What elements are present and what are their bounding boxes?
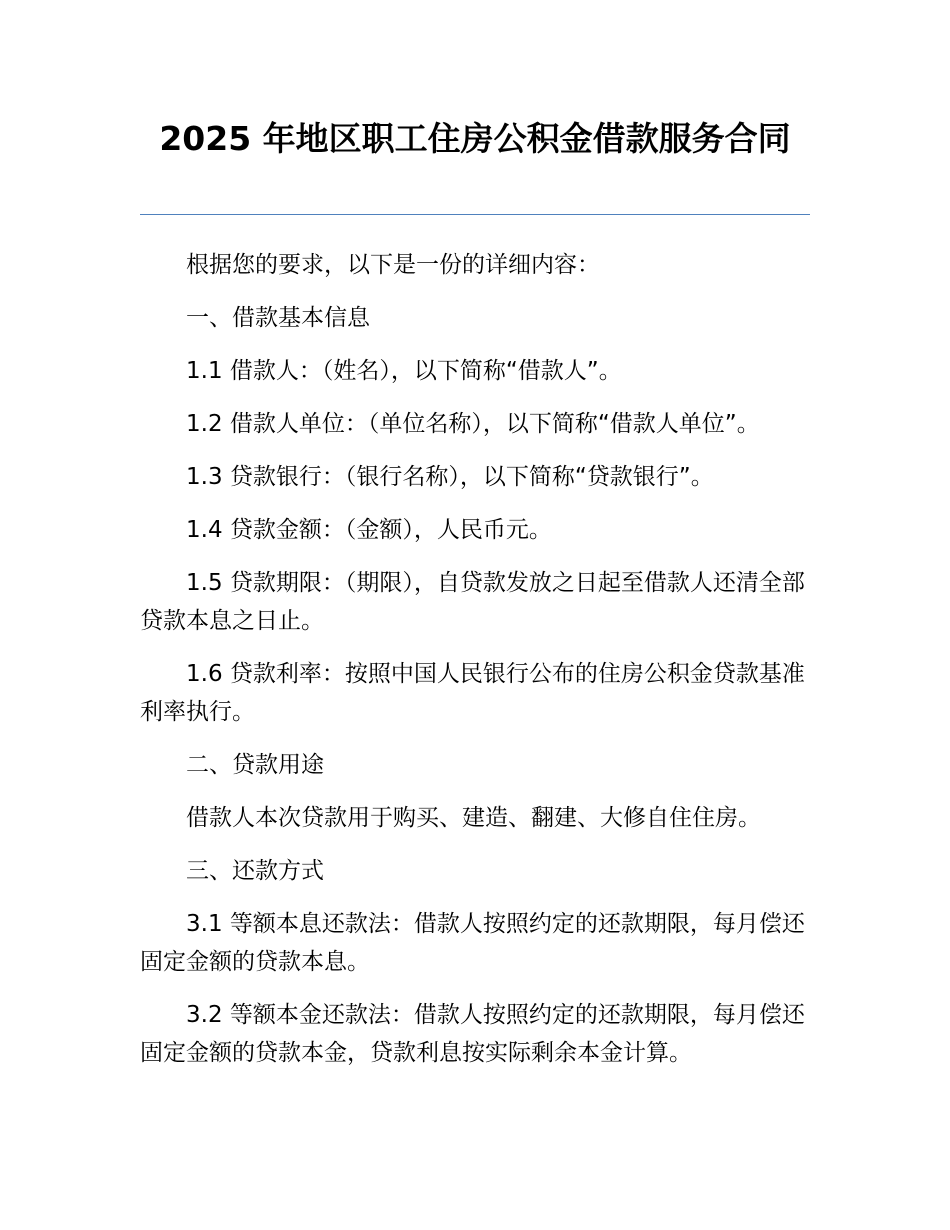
clause-3-2: 3.2 等额本金还款法：借款人按照约定的还款期限，每月偿还固定金额的贷款本金，贷款利息按实际剩余本金计算。: [140, 1002, 805, 1066]
clause-1-4: 1.4 贷款金额：（金额），人民币元。: [186, 517, 552, 543]
document-title: 2025 年地区职工住房公积金借款服务合同: [159, 119, 791, 158]
clause-1-3: 1.3 贷款银行：（银行名称），以下简称“贷款银行”。: [186, 464, 714, 490]
section-heading-1: 一、借款基本信息: [186, 305, 370, 331]
document-body: [140, 246, 810, 1087]
clause-1-2: 1.2 借款人单位：（单位名称），以下简称“借款人单位”。: [186, 411, 760, 437]
clause-1-6: 1.6 贷款利率：按照中国人民银行公布的住房公积金贷款基准利率执行。: [140, 661, 805, 725]
clause-1-1: 1.1 借款人：（姓名），以下简称“借款人”。: [186, 358, 622, 384]
section-heading-2: 二、贷款用途: [186, 752, 324, 778]
clause-1-5: 1.5 贷款期限：（期限），自贷款发放之日起至借款人还清全部贷款本息之日止。: [140, 570, 805, 634]
paragraph-intro: 根据您的要求，以下是一份的详细内容：: [186, 252, 600, 278]
loan-purpose: 借款人本次贷款用于购买、建造、翻建、大修自住住房。: [186, 805, 761, 831]
section-heading-3: 三、还款方式: [186, 858, 324, 884]
title-underline: [140, 214, 810, 215]
clause-3-1: 3.1 等额本息还款法：借款人按照约定的还款期限，每月偿还固定金额的贷款本息。: [140, 911, 805, 975]
